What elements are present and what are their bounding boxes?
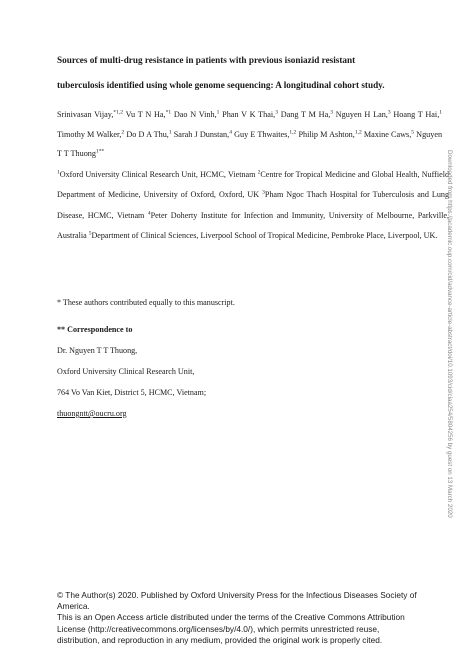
author-name: Dang T M Ha, — [280, 110, 331, 119]
download-stamp: Downloaded from https://academic.oup.com/cid/advance-article-abstract/doi/10.1093/cid/ciaa254/5804256 by guest on 13 March 2020 — [446, 150, 453, 518]
affiliation-text: Peter Doherty Institute for Infection and Immunity, University of Melbourne, Parkville, Australia — [57, 210, 449, 240]
correspondence-name: Dr. Nguyen T T Thuong, — [57, 346, 138, 355]
affiliation-text: Department of Clinical Sciences, Liverpool School of Tropical Medicine, Pembroke Place, Liverpool, UK. — [91, 230, 438, 240]
license-footer — [57, 590, 457, 646]
author-affiliation-mark: 1,2 — [354, 128, 362, 135]
author-affiliation-mark: 3 — [275, 109, 278, 116]
author-affiliation-mark: 2 — [121, 128, 125, 135]
footer-line: This is an Open Access article distributed under the terms of the Creative Commons Attribution — [57, 612, 405, 623]
affiliation-text: Oxford University Clinical Research Unit, HCMC, Vietnam — [59, 170, 258, 179]
author-name: Do D A Thu, — [126, 129, 169, 139]
author-name: Timothy M Walker, — [57, 129, 122, 139]
author-affiliation-mark: *1,2 — [113, 109, 123, 116]
correspondence-heading: ** Correspondence to — [57, 325, 133, 334]
author-affiliation-mark: 1** — [95, 148, 105, 155]
footer-line: © The Author(s) 2020. Published by Oxford University Press for the Infectious Diseases Society of — [57, 590, 417, 600]
footer-line: distribution, and reproduction in any medium, provided the original work is properly cited. — [57, 634, 383, 645]
author-list — [57, 105, 442, 164]
equal-contribution-note: * These authors contributed equally to this manuscript. — [57, 298, 235, 307]
correspondence-address: 764 Vo Van Kiet, District 5, HCMC, Vietnam; — [57, 388, 207, 397]
affiliation-number: 5 — [88, 230, 92, 237]
author-affiliation-mark: *1 — [165, 109, 172, 116]
author-name: Nguyen T T Thuong — [57, 129, 443, 158]
affiliation-number: 2 — [257, 169, 261, 176]
affiliation-text: Centre for Tropical Medicine and Global Health, Nuffield Department of Medicine, University of Oxford, Oxford, UK — [57, 170, 449, 200]
affiliations — [57, 165, 449, 246]
author-affiliation-mark: 1 — [168, 128, 172, 135]
affiliation-number: 4 — [147, 209, 151, 216]
affiliation-number: 1 — [57, 169, 60, 176]
author-name: Phan V K Thai, — [222, 110, 276, 119]
author-name: Guy E Thwaites, — [234, 129, 290, 139]
article-title-line-2: tuberculosis identified using whole genome sequencing: A longitudinal cohort study. — [57, 80, 385, 90]
author-name: Srinivasan Vijay, — [57, 110, 114, 119]
affiliation-text: Pham Ngoc Thach Hospital for Tuberculosis and Lung Disease, HCMC, Vietnam — [57, 190, 449, 220]
author-affiliation-mark: 3 — [330, 109, 333, 116]
author-affiliation-mark: 3 — [387, 109, 391, 116]
author-name: Vu T N Ha, — [125, 110, 166, 119]
author-affiliation-mark: 1,2 — [289, 128, 297, 135]
author-name: Hoang T Hai, — [393, 110, 440, 119]
author-name: Nguyen H Lan, — [335, 110, 388, 119]
author-name: Philip M Ashton, — [298, 129, 355, 139]
author-affiliation-mark: 1 — [439, 109, 442, 116]
affiliation-number: 3 — [262, 189, 265, 196]
footer-line: License (http://creativecommons.org/licenses/by/4.0/), which permits unrestricted reuse, — [57, 623, 380, 634]
article-title-line-1: Sources of multi-drug resistance in patients with previous isoniazid resistant — [57, 55, 356, 65]
author-affiliation-mark: 1 — [216, 109, 220, 116]
author-name: Dao N Vinh, — [173, 110, 217, 119]
correspondence-email-link[interactable]: thuongntt@oucru.org — [57, 409, 127, 418]
author-affiliation-mark: 4 — [229, 128, 232, 135]
author-affiliation-mark: 5 — [411, 128, 415, 135]
author-name: Sarah J Dunstan, — [173, 129, 230, 139]
correspondence-institution: Oxford University Clinical Research Unit, — [57, 367, 195, 376]
author-name: Maxine Caws, — [363, 129, 412, 139]
footer-line: America. — [57, 601, 90, 612]
